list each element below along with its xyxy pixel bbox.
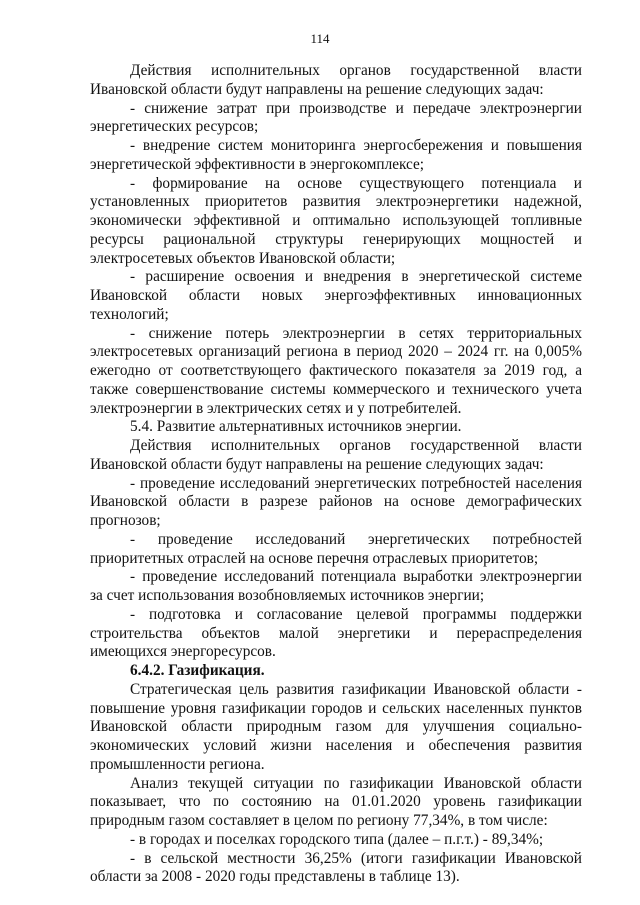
paragraph-12: - подготовка и согласование целевой программы поддержки строительства объектов малой энергетики и перераспределения имеющихся энергоресурсов.	[90, 605, 582, 661]
paragraph-10: - проведение исследований энергетических потребностей приоритетных отраслей на основе перечня отраслевых приоритетов;	[90, 530, 582, 567]
paragraph-1: Действия исполнительных органов государственной власти Ивановской области будут направлены на решение следующих задач:	[90, 62, 582, 98]
paragraph-14: Стратегическая цель развития газификации Ивановской области - повышение уровня газификации городов и сельских населенных пунктов Ивановской области природным газом для улучшения социально-экономических условий жизни населения и обеспечения развития промышленности региона.	[90, 680, 582, 773]
paragraph-9: - проведение исследований энергетических потребностей населения Ивановской области в разрезе районов на основе демографических прогнозов;	[90, 474, 582, 529]
paragraph-8: Действия исполнительных органов государственной власти Ивановской области будут направлены на решение следующих задач:	[90, 437, 582, 473]
document-body	[90, 62, 582, 887]
paragraph-7: 5.4. Развитие альтернативных источников энергии.	[130, 418, 462, 436]
section-heading: 6.4.2. Газификация.	[130, 662, 265, 679]
paragraph-5: - расширение освоения и внедрения в энергетической системе Ивановской области новых энергоэффективных инновационных технологий;	[90, 268, 582, 323]
paragraph-3: - внедрение систем мониторинга энергосбережения и повышения энергетической эффективности в энергокомплексе;	[90, 137, 582, 173]
paragraph-11: - проведение исследований потенциала выработки электроэнергии за счет использования возобновляемых источников энергии;	[90, 568, 582, 604]
paragraph-15: Анализ текущей ситуации по газификации Ивановской области показывает, что по состоянию на 01.01.2020 уровень газификации природным газом составляет в целом по региону 77,34%, в том числе:	[90, 774, 582, 829]
paragraph-2: - снижение затрат при производстве и передаче электроэнергии энергетических ресурсов;	[90, 99, 582, 136]
paragraph-17: - в сельской местности 36,25% (итоги газификации Ивановской области за 2008 - 2020 годы представлены в таблице 13).	[90, 849, 582, 886]
paragraph-4: - формирование на основе существующего потенциала и установленных приоритетов развития электроэнергетики надежной, экономически эффективной и оптимально использующей топливные ресурсы рациональной структуры генерирующих мощностей и электросетевых объектов Ивановской области;	[90, 174, 582, 267]
page-number: 114	[310, 31, 330, 46]
paragraph-16: - в городах и поселках городского типа (далее – п.г.т.) - 89,34%;	[130, 830, 544, 848]
paragraph-6: - снижение потерь электроэнергии в сетях территориальных электросетевых организаций региона в период 2020 – 2024 гг. на 0,005% ежегодно от соответствующего фактического показателя за 2019 год, а также совершенствование системы коммерческого и технического учета электроэнергии в электрических сетях и у потребителей.	[90, 324, 582, 417]
